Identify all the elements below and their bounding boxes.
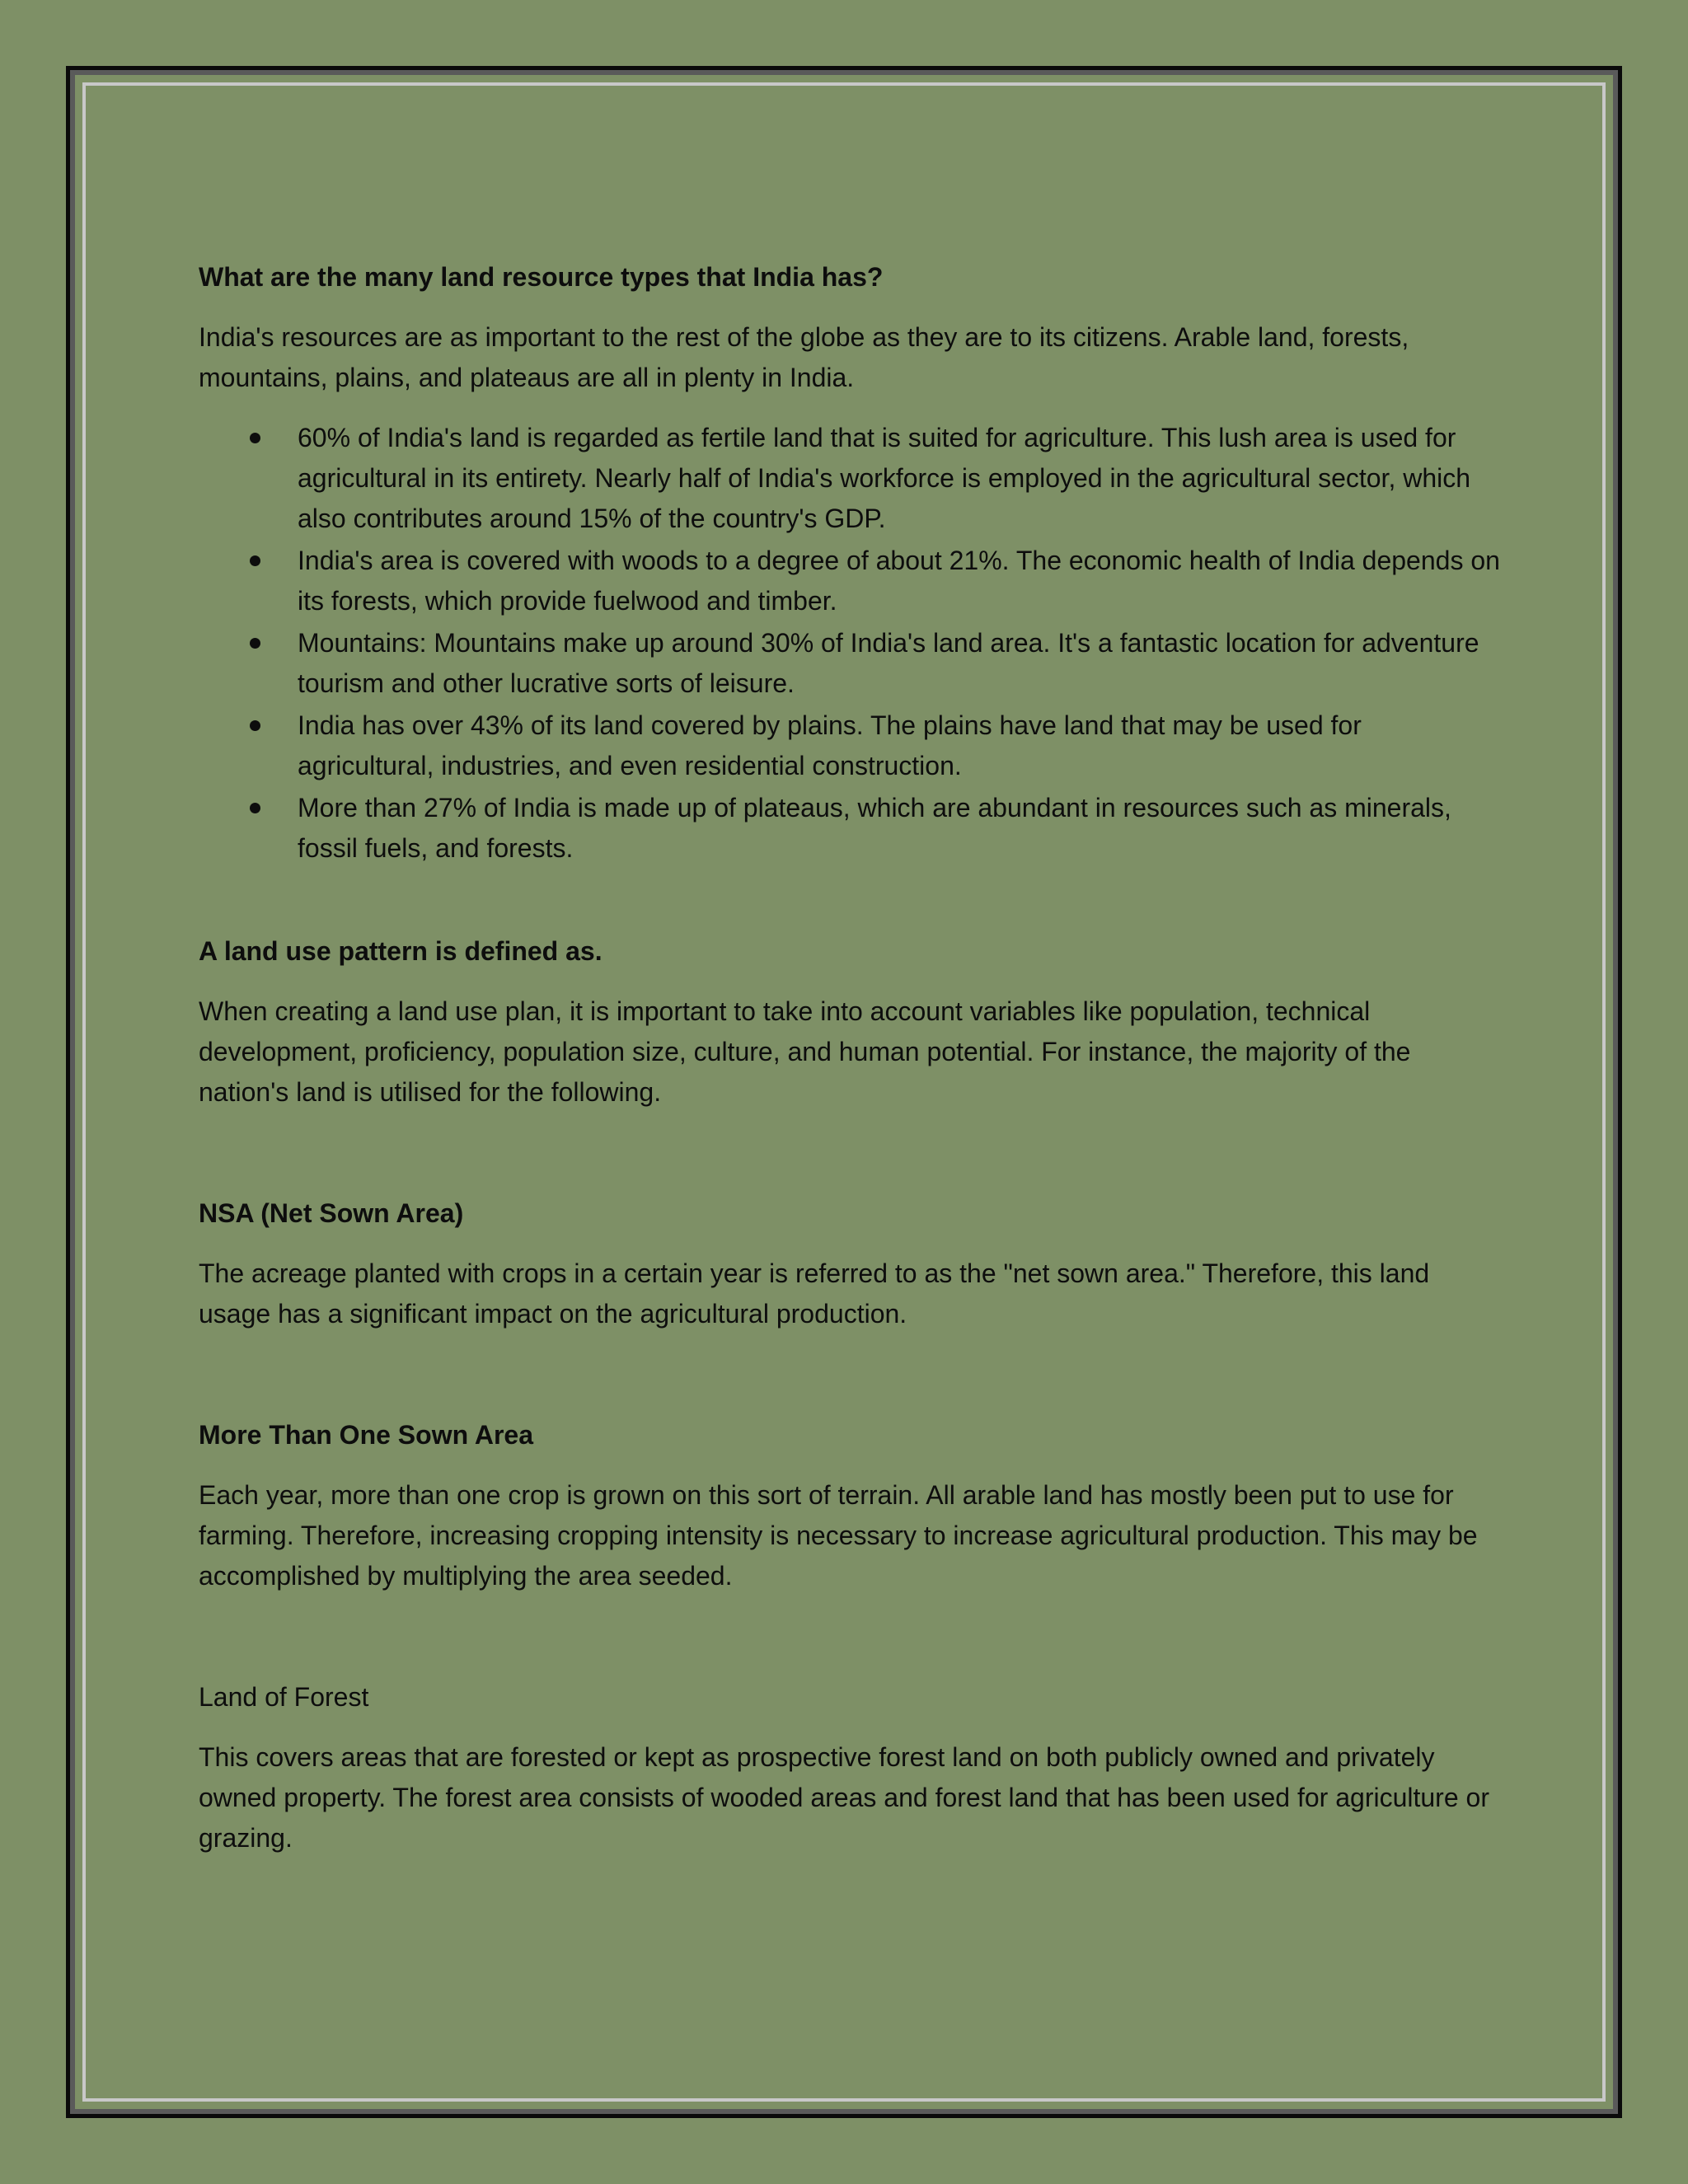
section-heading: NSA (Net Sown Area) [199, 1198, 464, 1228]
section-paragraph: India's resources are as important to the rest of the globe as they are to its citizens. Arable land, forests, mountains, plains, and plateaus are all in plenty in India. [199, 322, 1409, 392]
section-heading: A land use pattern is defined as. [199, 936, 603, 966]
section-net-sown-area [199, 1193, 1501, 1334]
section-more-than-one-sown-area [199, 1415, 1501, 1596]
list-item [199, 788, 1501, 869]
bullet-list [199, 418, 1501, 869]
bullet-icon [250, 555, 260, 566]
section-paragraph: Each year, more than one crop is grown on this sort of terrain. All arable land has mostly been put to use for farming. Therefore, increasing cropping intensity is necessary to increase agricultural production. This may be accomplished by multiplying the area seeded. [199, 1480, 1478, 1591]
list-item-text: 60% of India's land is regarded as fertile land that is suited for agriculture. This lush area is used for agricultural in its entirety. Nearly half of India's workforce is employed in the agricultural sector, which also contributes around 15% of the country's GDP. [298, 423, 1471, 533]
bullet-icon [250, 433, 260, 443]
section-land-resource-types [199, 257, 1501, 869]
list-item [199, 705, 1501, 786]
section-heading: More Than One Sown Area [199, 1420, 533, 1450]
list-item-text: India's area is covered with woods to a degree of about 21%. The economic health of India depends on its forests, which provide fuelwood and timber. [298, 546, 1500, 616]
list-item-text: Mountains: Mountains make up around 30% of India's land area. It's a fantastic location for adventure tourism and other lucrative sorts of leisure. [298, 628, 1479, 698]
list-item-text: More than 27% of India is made up of plateaus, which are abundant in resources such as minerals, fossil fuels, and forests. [298, 793, 1451, 863]
section-paragraph: When creating a land use plan, it is important to take into account variables like population, technical development, proficiency, population size, culture, and human potential. For instance, the majority of the nation's land is utilised for the following. [199, 996, 1411, 1107]
section-heading: What are the many land resource types that India has? [199, 262, 884, 292]
section-paragraph: The acreage planted with crops in a certain year is referred to as the "net sown area." Therefore, this land usage has a significant impact on the agricultural production. [199, 1258, 1430, 1329]
spacer [199, 1354, 1501, 1415]
bullet-icon [250, 638, 260, 649]
list-item [199, 418, 1501, 539]
list-item [199, 541, 1501, 621]
section-land-of-forest [199, 1677, 1501, 1858]
section-paragraph: This covers areas that are forested or kept as prospective forest land on both publicly owned and privately owned property. The forest area consists of wooded areas and forest land that has been used for agriculture or grazing. [199, 1742, 1489, 1853]
spacer [199, 870, 1501, 931]
section-heading: Land of Forest [199, 1682, 369, 1712]
list-item [199, 623, 1501, 704]
spacer [199, 1616, 1501, 1677]
document-body [199, 257, 1501, 1878]
list-item-text: India has over 43% of its land covered by plains. The plains have land that may be used for agricultural, industries, and even residential construction. [298, 710, 1362, 780]
bullet-icon [250, 720, 260, 731]
section-land-use-pattern [199, 931, 1501, 1113]
spacer [199, 1132, 1501, 1193]
bullet-icon [250, 803, 260, 813]
